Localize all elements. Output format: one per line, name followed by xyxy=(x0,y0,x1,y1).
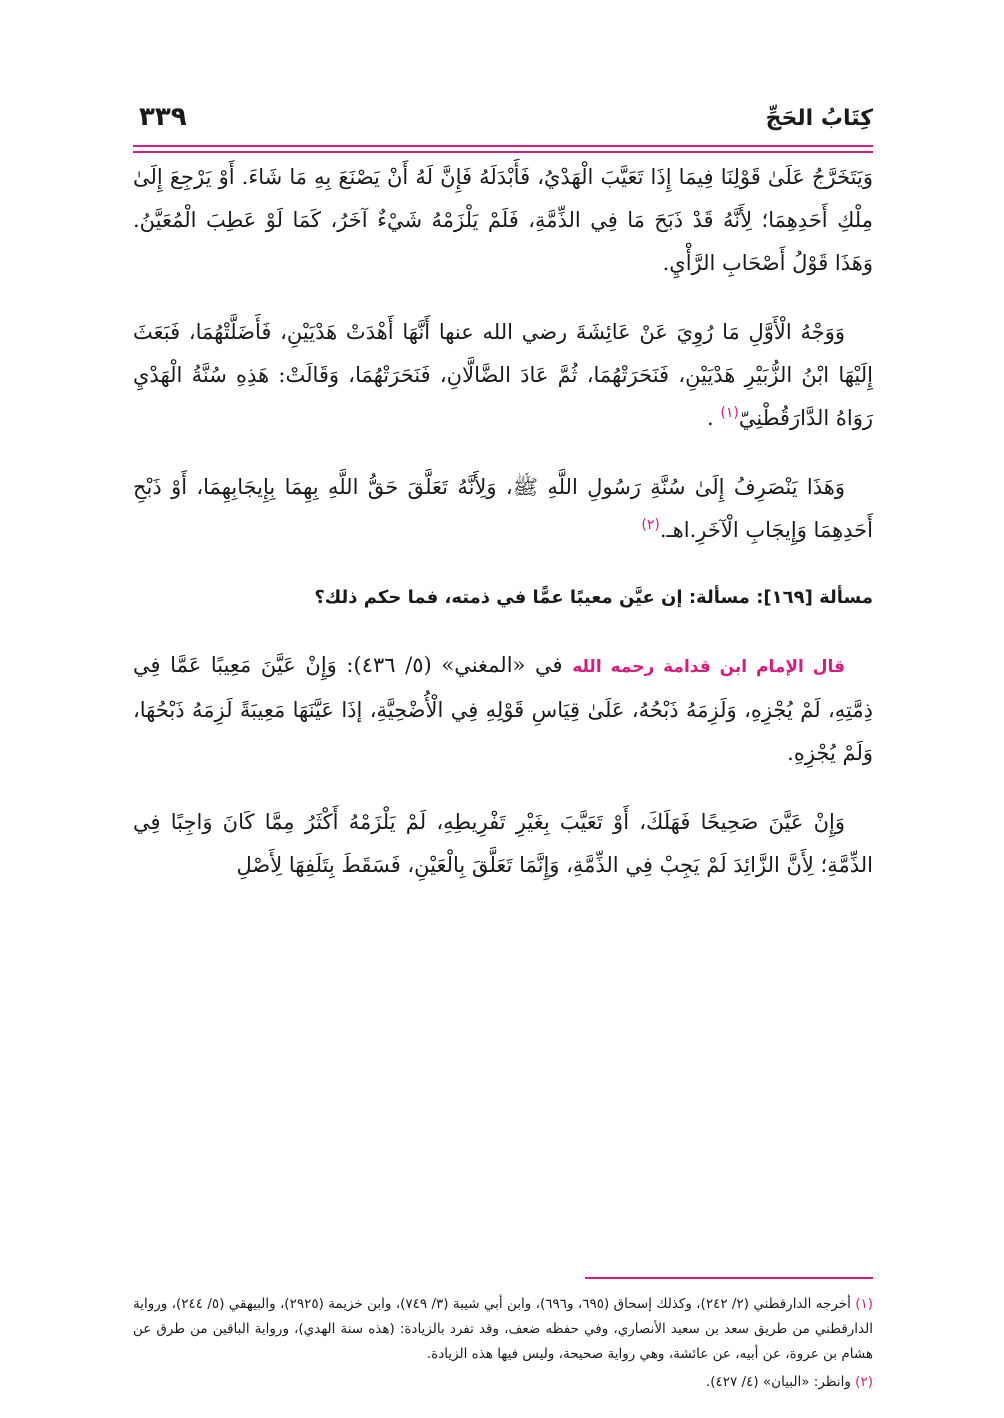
footnote-2-number: (٢) xyxy=(855,1374,873,1390)
paragraph-3-text: وَهَذَا يَنْصَرِفُ إِلَىٰ سُنَّةِ رَسُولِ اللَّهِ ﷺ، وَلِأَنَّهُ تَعَلَّقَ حَقُّ اللَّهِ بِهِمَا بِإِيجَابِهِمَا، أَوْ ذَبْحِ أَحَدِهِمَا وَإِيجَابِ الْآخَرِ.اهـ. xyxy=(133,475,873,542)
paragraph-2 xyxy=(133,311,873,440)
footnote-ref-2[interactable]: (٢) xyxy=(641,517,660,533)
footnote-1-number: (١) xyxy=(855,1296,874,1312)
paragraph-4 xyxy=(133,644,873,775)
speaker-name: قال الإمام ابن قدامة رحمه الله xyxy=(572,657,845,677)
footnotes xyxy=(133,1292,873,1398)
paragraph-2-end: . xyxy=(707,406,714,430)
paragraph-4-text: في «المغني» (٥/ ٤٣٦): وَإِنْ عَيَّنَ مَعِيبًا عَمَّا فِي ذِمَّتِهِ، لَمْ يُجْزِهِ، وَلَزِمَهُ ذَبْحُهُ، عَلَىٰ قِيَاسِ قَوْلِهِ فِي الْأُضْحِيَّةِ، إذَا عَيَّنَهَا مَعِيبَةً لَزِمَهُ ذَبْحُهَا، وَلَمْ يُجْزِهِ. xyxy=(133,653,873,765)
question-heading: مسألة [١٦٩]: مسألة: إن عيَّن معيبًا عمًّا في ذمته، فما حكم ذلك؟ xyxy=(314,587,873,608)
paragraph-3 xyxy=(133,466,873,552)
main-text xyxy=(133,156,873,887)
footnote-ref-1[interactable]: (١) xyxy=(720,405,739,421)
footnote-2 xyxy=(133,1370,873,1395)
footnote-2-text: وانظر: «البيان» (٤/ ٤٢٧). xyxy=(705,1374,856,1390)
book-title: كِتَابُ الحَجِّ xyxy=(765,106,873,131)
paragraph-5: وَإِنْ عَيَّنَ صَحِيحًا فَهَلَكَ، أَوْ تَعَيَّبَ بِغَيْرِ تَفْرِيطِهِ، لَمْ يَلْزَمْهُ أَكْثَرُ مِمَّا كَانَ وَاجِبًا فِي الذِّمَّةِ؛ لِأَنَّ الزَّائِدَ لَمْ يَجِبْ فِي الذِّمَّةِ، وَإِنَّمَا تَعَلَّقَ بِالْعَيْنِ، فَسَقَطَ بِتَلَفِهَا لِأَصْلِ xyxy=(133,810,873,877)
paragraph-1: وَيَتَخَرَّجُ عَلَىٰ قَوْلِنَا فِيمَا إِذَا تَعَيَّبَ الْهَدْيُ، فَأَبْدَلَهُ فَإِنَّ لَهُ أَنْ يَصْنَعَ بِهِ مَا شَاءَ. أَوْ يَرْجِعَ إِلَىٰ مِلْكِ أَحَدِهِمَا؛ لِأَنَّهُ قَدْ ذَبَحَ مَا فِي الذِّمَّةِ، فَلَمْ يَلْزَمْهُ شَيْءٌ آخَرُ، كَمَا لَوْ عَطِبَ الْمُعَيَّنُ. وَهَذَا قَوْلُ أَصْحَابِ الرَّأْيِ. xyxy=(133,165,873,275)
page-number: ٣٣٩ xyxy=(139,102,187,132)
footnote-1-text: أخرجه الدارقطني (٢/ ٢٤٢)، وكذلك إسحاق (٦٩٥، و٦٩٦)، وابن أبي شيبة (٣/ ٧٤٩)، وابن خزيمة (٢٩٢٥)، والبيهقي (٥/ ٢٤٤)، ورواية الدارقطني من طريق سعد بن سعيد الأنصاري، وفي حفظه ضعف، وقد تفرد بالزيادة: (هذه سنة الهدي)، ورواية الباقين من طرق عن هشام بن عروة، عن أبيه، عن عائشة، وهي رواية صحيحة، وليس فيها هذه الزيادة. xyxy=(133,1296,873,1362)
page-header xyxy=(133,98,873,142)
header-divider xyxy=(133,145,873,153)
footnote-1 xyxy=(133,1292,873,1367)
footnote-divider xyxy=(585,1277,873,1279)
paragraph-2-text: وَوَجْهُ الْأَوَّلِ مَا رُوِيَ عَنْ عَائِشَةَ رضي الله عنها أَنَّهَا أَهْدَتْ هَدْيَيْنِ، فَأَضَلَّتْهُمَا، فَبَعَثَ إِلَيْهَا ابْنُ الزُّبَيْرِ هَدْيَيْنِ، فَنَحَرَتْهُمَا، ثُمَّ عَادَ الضَّالَّانِ، فَنَحَرَتْهُمَا، وَقَالَتْ: هَذِهِ سُنَّةُ الْهَدْيِ رَوَاهُ الدَّارَقُطْنِيّ xyxy=(133,320,873,430)
